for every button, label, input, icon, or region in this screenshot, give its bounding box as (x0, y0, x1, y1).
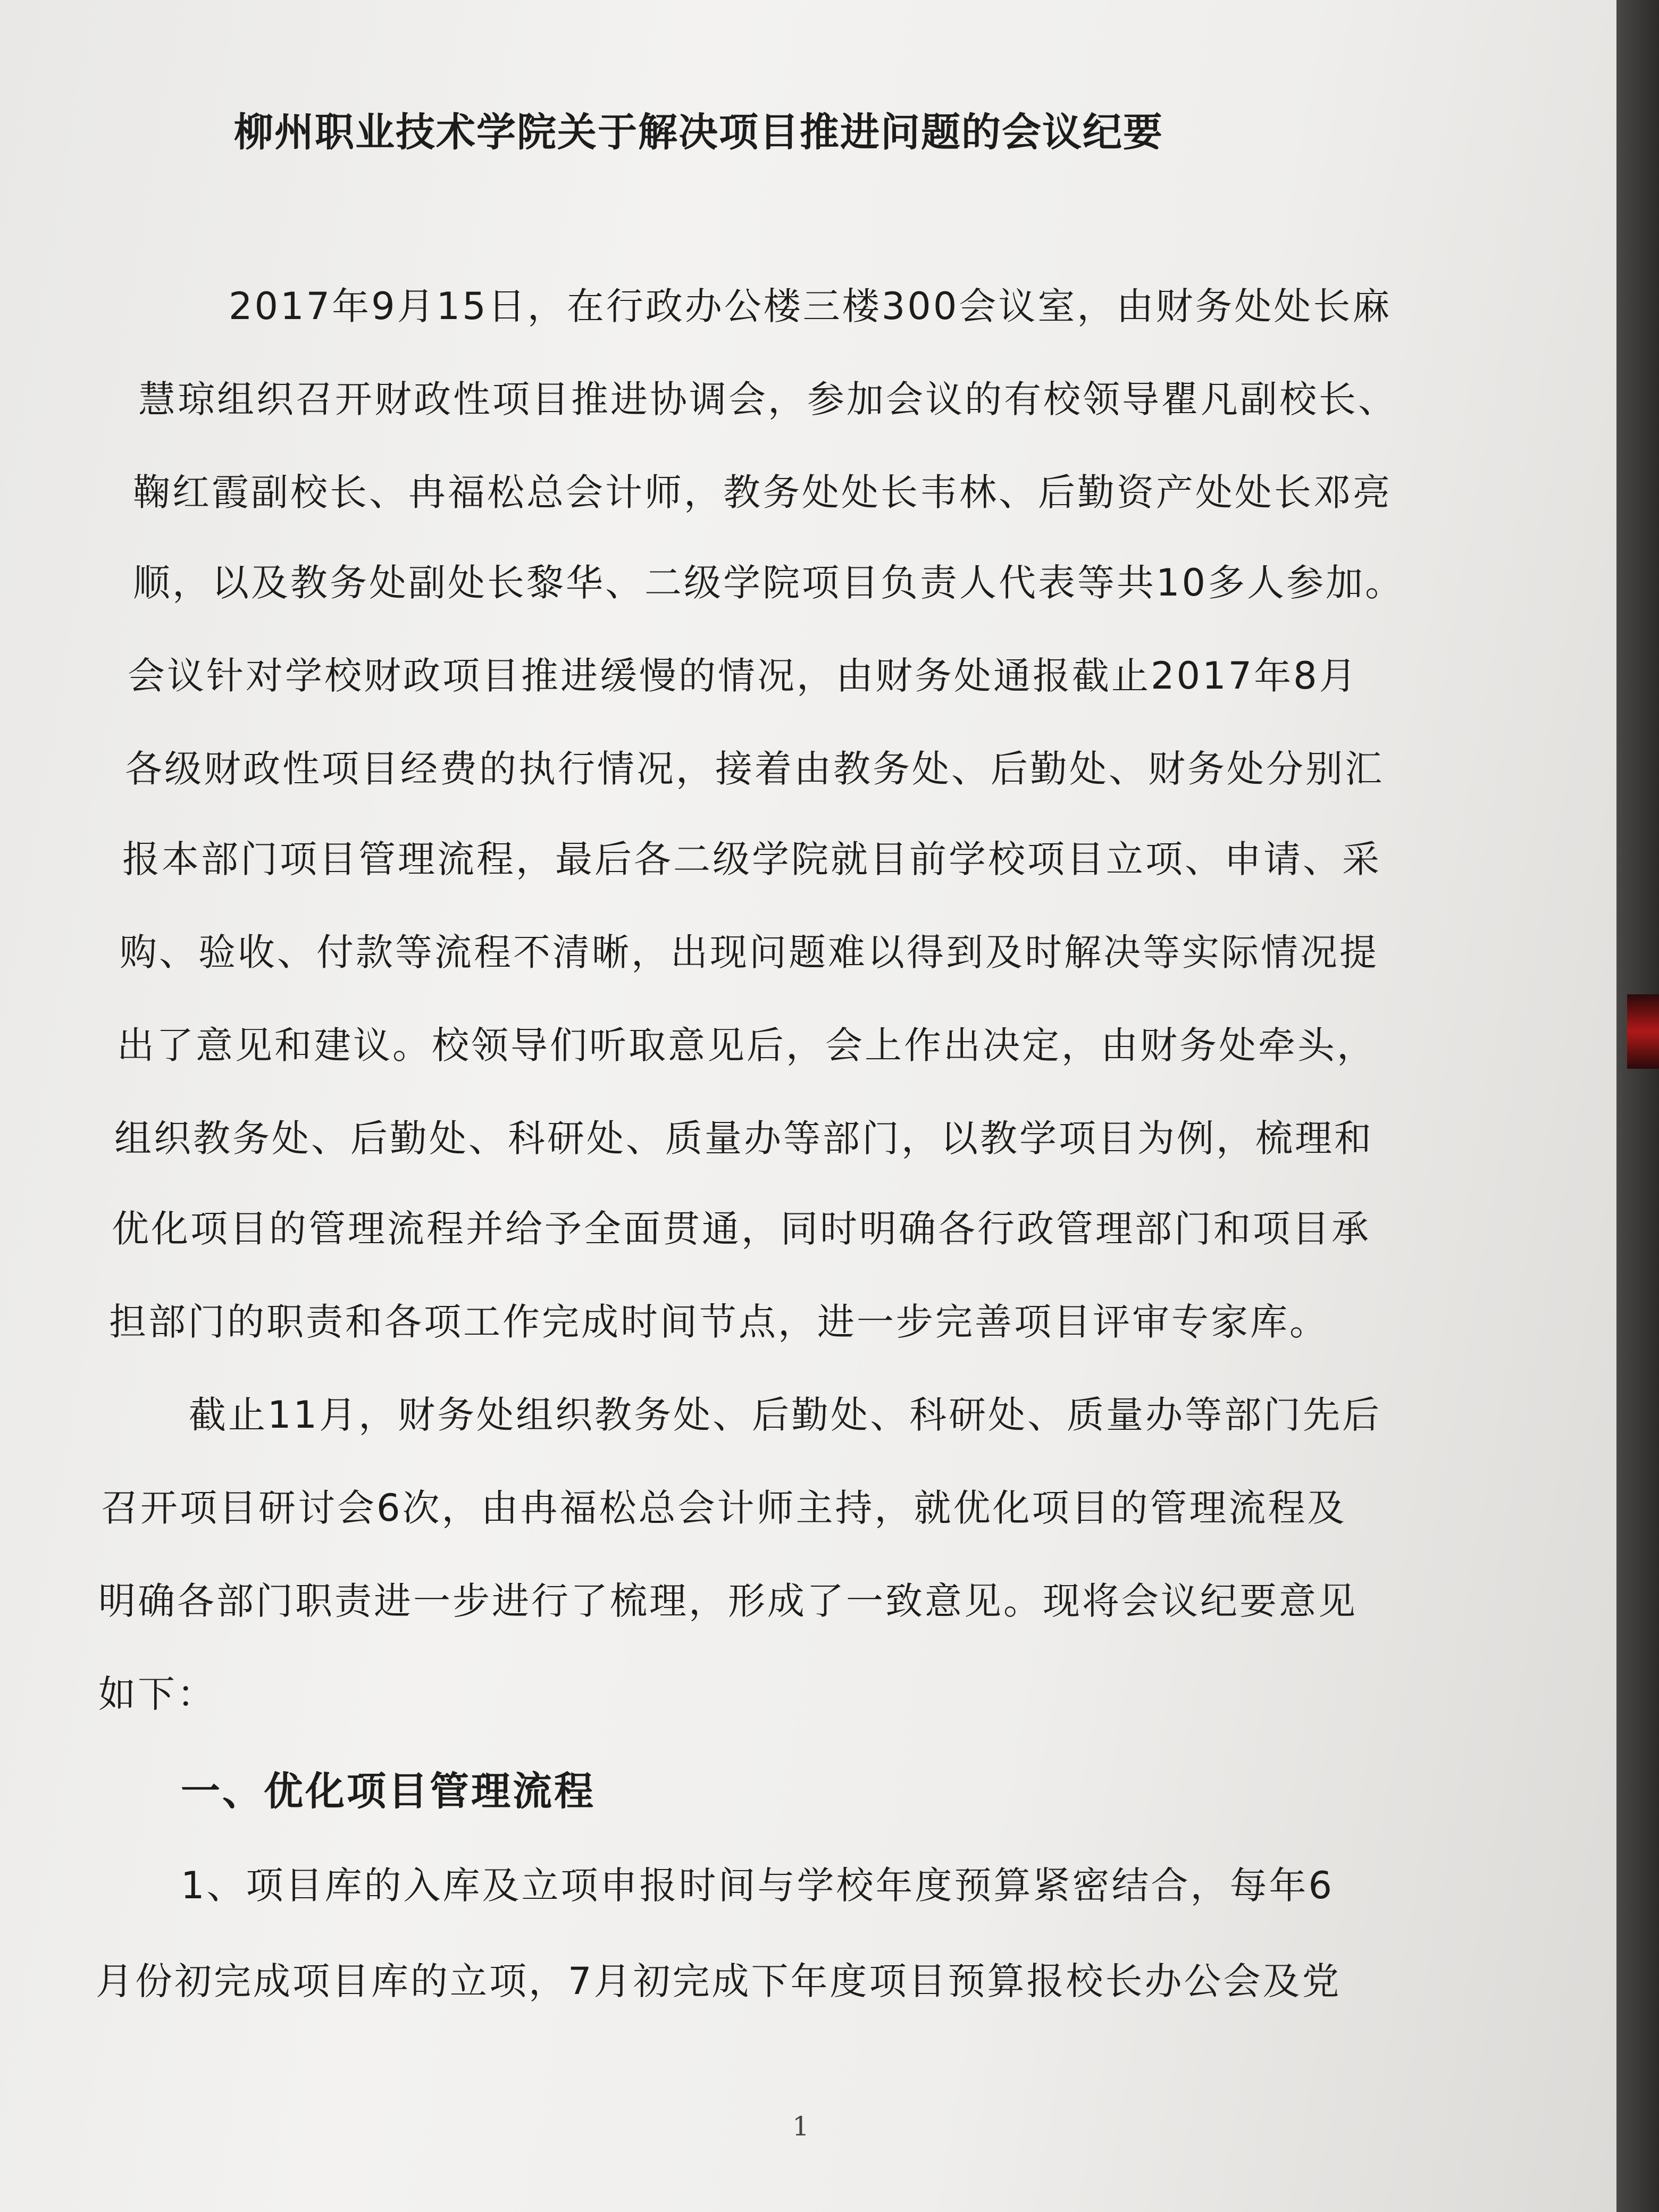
paragraph1-line: 购、验收、付款等流程不清晰，出现问题难以得到及时解决等实际情况提 (120, 931, 1379, 974)
document-title: 柳州职业技术学院关于解决项目推进问题的会议纪要 (234, 110, 1163, 155)
paragraph2-line: 召开项目研讨会6次，由冉福松总会计师主持，就优化项目的管理流程及 (101, 1486, 1347, 1530)
paragraph2-line: 截止11月，财务处组织教务处、后勤处、科研处、质量办等部门先后 (189, 1393, 1382, 1437)
paragraph1-line: 顺，以及教务处副处长黎华、二级学院项目负责人代表等共10多人参加。 (133, 561, 1405, 605)
paragraph1-line: 各级财政性项目经费的执行情况，接着由教务处、后勤处、财务处分别汇 (125, 747, 1384, 791)
paragraph1-line: 会议针对学校财政项目推进缓慢的情况，由财务处通报截止2017年8月 (128, 654, 1359, 698)
paragraph1-line: 出了意见和建议。校领导们听取意见后，会上作出决定，由财务处牵头， (117, 1024, 1376, 1067)
binder-clip (1627, 994, 1659, 1069)
paragraph1-line: 2017年9月15日，在行政办公楼三楼300会议室，由财务处处长麻 (229, 284, 1392, 328)
paragraph1-line: 鞠红霞副校长、冉福松总会计师，教务处处长韦林、后勤资产处处长邓亮 (133, 471, 1392, 514)
page-number: 1 (792, 2111, 809, 2142)
paragraph1-line: 优化项目的管理流程并给予全面贯通，同时明确各行政管理部门和项目承 (112, 1207, 1371, 1251)
paragraph2-line: 明确各部门职责进一步进行了梳理，形成了一致意见。现将会议纪要意见 (98, 1579, 1358, 1623)
paragraph2-line: 如下： (98, 1672, 216, 1716)
page-edge-shadow (1616, 0, 1659, 2212)
paragraph1-line: 担部门的职责和各项工作完成时间节点，进一步完善项目评审专家库。 (109, 1300, 1329, 1344)
paragraph3-line: 月份初完成项目库的立项，7月初完成下年度项目预算报校长办公会及党 (96, 1959, 1342, 2003)
paragraph1-line: 报本部门项目管理流程，最后各二级学院就目前学校项目立项、申请、采 (122, 837, 1381, 881)
paragraph1-line: 慧琼组织召开财政性项目推进协调会，参加会议的有校领导瞿凡副校长、 (138, 378, 1397, 421)
section-heading: 一、优化项目管理流程 (181, 1769, 596, 1814)
paragraph3-line: 1、项目库的入库及立项申报时间与学校年度预算紧密结合，每年6 (181, 1864, 1335, 1907)
paragraph1-line: 组织教务处、后勤处、科研处、质量办等部门，以教学项目为例，梳理和 (114, 1117, 1373, 1160)
